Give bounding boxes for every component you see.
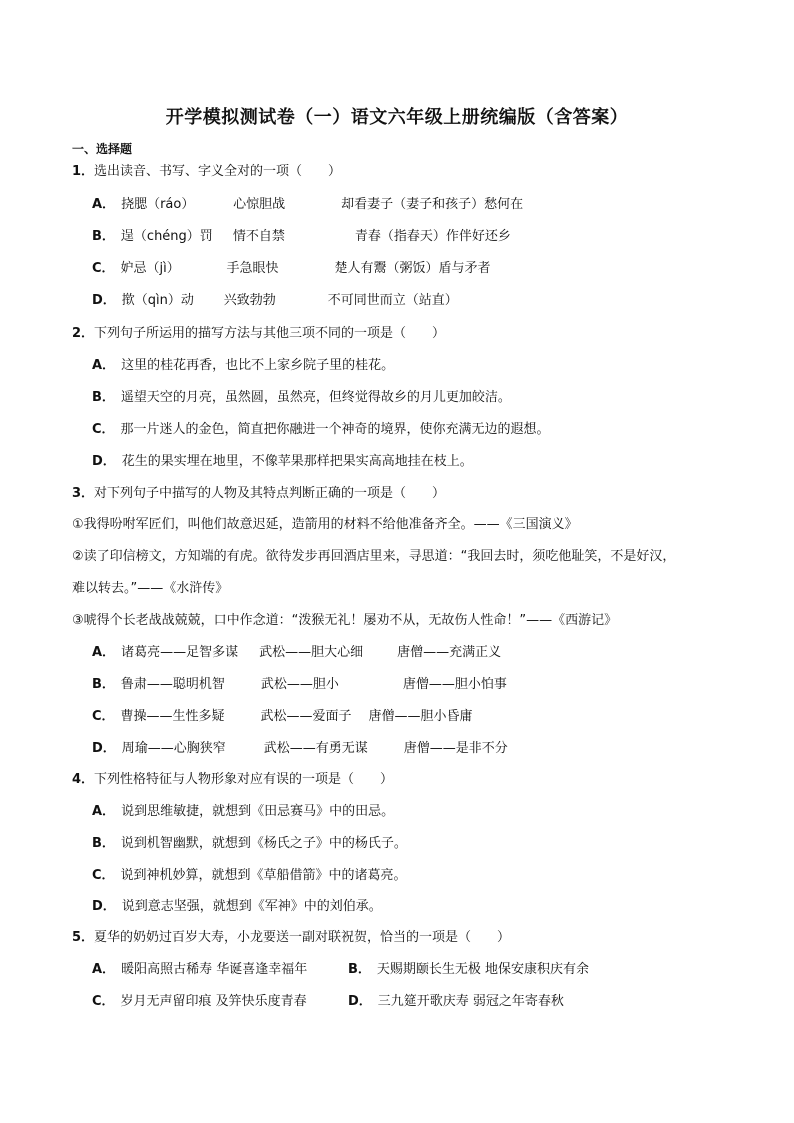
- question-number: 1．: [72, 164, 95, 179]
- option-text: 说到神机妙算，就想到《草船借箭》中的诸葛亮。: [120, 868, 407, 883]
- option-letter: B．: [92, 677, 115, 692]
- option-part: 逞（chéng）罚: [120, 229, 213, 244]
- q2-option-d[interactable]: [92, 453, 473, 471]
- option-letter: A．: [92, 962, 116, 977]
- option-letter: B．: [92, 229, 115, 244]
- question-2: [72, 325, 445, 343]
- q1-option-c[interactable]: [92, 260, 491, 278]
- option-part: 诸葛亮——足智多谋: [121, 645, 239, 660]
- option-letter: C．: [92, 868, 115, 883]
- option-part: 却看妻子（妻子和孩子）愁何在: [341, 197, 524, 212]
- option-part: 武松——爱面子: [260, 709, 352, 724]
- option-text: 说到机智幽默，就想到《杨氏之子》中的杨氏子。: [120, 836, 407, 851]
- option-part: 唐僧——胆小昏庸: [368, 709, 473, 724]
- section-heading: 一、选择题: [72, 142, 133, 156]
- option-text: 花生的果实埋在地里，不像苹果那样把果实高高地挂在枝上。: [121, 454, 473, 469]
- option-part: 心惊胆战: [233, 197, 286, 212]
- q2-option-a[interactable]: [92, 357, 394, 375]
- q4-option-d[interactable]: [92, 898, 382, 916]
- option-letter: C．: [92, 422, 115, 437]
- question-4: [72, 771, 393, 789]
- option-part: 鲁肃——聪明机智: [120, 677, 225, 692]
- q3-option-c[interactable]: [92, 708, 473, 726]
- question-number: 5．: [72, 930, 95, 945]
- option-part: 武松——胆大心细: [259, 645, 364, 660]
- option-text: 说到思维敏捷，就想到《田忌赛马》中的田忌。: [121, 804, 395, 819]
- q3-quote-3: ③唬得个长老战战兢兢，口中作念道：“泼猴无礼！屡劝不从，无故伤人性命！”——《西游记》: [72, 613, 618, 628]
- option-text: 三九筵开歌庆寿 弱冠之年寄春秋: [377, 994, 564, 1009]
- option-part: 揿（qìn）动: [121, 293, 194, 308]
- option-part: 唐僧——胆小怕事: [402, 677, 507, 692]
- option-part: 武松——胆小: [260, 677, 339, 692]
- option-letter: C．: [92, 709, 115, 724]
- q4-option-a[interactable]: [92, 803, 394, 821]
- q2-option-c[interactable]: [92, 421, 550, 439]
- page-title: 开学模拟测试卷（一）语文六年级上册统编版（含答案）: [165, 107, 629, 128]
- option-text: 说到意志坚强，就想到《军神》中的刘伯承。: [121, 899, 382, 914]
- q3-option-d[interactable]: [92, 740, 508, 758]
- option-part: 兴致勃勃: [223, 293, 276, 308]
- q4-option-c[interactable]: [92, 867, 407, 885]
- q5-option-d[interactable]: [348, 993, 564, 1011]
- option-letter: C．: [92, 994, 115, 1009]
- q1-option-d[interactable]: [92, 292, 458, 310]
- question-stem: 下列句子所运用的描写方法与其他三项不同的一项是（ ）: [94, 326, 446, 341]
- option-part: 武松——有勇无谋: [263, 741, 368, 756]
- option-text: 岁月无声留印痕 及笄快乐度青春: [120, 994, 307, 1009]
- option-letter: B．: [92, 836, 115, 851]
- question-3: [72, 485, 445, 503]
- option-part: 唐僧——是非不分: [403, 741, 508, 756]
- option-text: 遥望天空的月亮，虽然圆，虽然亮，但终觉得故乡的月儿更加皎洁。: [120, 390, 511, 405]
- option-letter: B．: [92, 390, 115, 405]
- q5-option-a[interactable]: [92, 961, 307, 979]
- question-number: 2．: [72, 326, 95, 341]
- option-part: 情不自禁: [232, 229, 285, 244]
- option-part: 楚人有鬻（粥饭）盾与矛者: [334, 261, 491, 276]
- option-letter: A．: [92, 358, 116, 373]
- option-text: 天赐期颐长生无极 地保安康积庆有余: [376, 962, 590, 977]
- q1-option-b[interactable]: [92, 228, 511, 246]
- question-stem: 选出读音、书写、字义全对的一项（ ）: [94, 164, 342, 179]
- option-letter: D．: [92, 741, 116, 756]
- q2-option-b[interactable]: [92, 389, 511, 407]
- option-letter: D．: [92, 899, 116, 914]
- q3-quote-2-cont: 难以转去。”——《水浒传》: [72, 581, 229, 596]
- option-part: 唐僧——充满正义: [397, 645, 502, 660]
- question-1: [72, 163, 341, 181]
- question-stem: 对下列句子中描写的人物及其特点判断正确的一项是（ ）: [94, 486, 446, 501]
- option-part: 曹操——生性多疑: [120, 709, 225, 724]
- option-part: 青春（指春天）作伴好还乡: [354, 229, 511, 244]
- option-part: 不可同世而立（站直）: [327, 293, 458, 308]
- option-letter: A．: [92, 645, 116, 660]
- question-5: [72, 929, 510, 947]
- option-text: 这里的桂花再香，也比不上家乡院子里的桂花。: [121, 358, 395, 373]
- question-number: 4．: [72, 772, 95, 787]
- q3-option-a[interactable]: [92, 644, 501, 662]
- option-letter: D．: [348, 994, 372, 1009]
- question-stem: 下列性格特征与人物形象对应有误的一项是（ ）: [94, 772, 394, 787]
- option-letter: C．: [92, 261, 115, 276]
- option-part: 手急眼快: [226, 261, 279, 276]
- option-part: 妒忌（jì）: [120, 261, 180, 276]
- option-letter: D．: [92, 454, 116, 469]
- option-part: 周瑜——心胸狭窄: [121, 741, 226, 756]
- option-text: 那一片迷人的金色，简直把你融进一个神奇的境界，使你充满无边的遐想。: [120, 422, 550, 437]
- question-stem: 夏华的奶奶过百岁大寿，小龙要送一副对联祝贺，恰当的一项是（ ）: [94, 930, 511, 945]
- option-part: 挠腮（ráo）: [121, 197, 195, 212]
- q5-option-b[interactable]: [348, 961, 589, 979]
- option-text: 暖阳高照古稀寿 华诞喜逢幸福年: [121, 962, 308, 977]
- q1-option-a[interactable]: [92, 196, 523, 214]
- q4-option-b[interactable]: [92, 835, 407, 853]
- q3-option-b[interactable]: [92, 676, 507, 694]
- option-letter: A．: [92, 197, 116, 212]
- q3-quote-2: ②读了印信榜文，方知端的有虎。欲待发步再回酒店里来，寻思道：“我回去时，须吃他耻笑，不是好汉，: [72, 549, 676, 564]
- q3-quote-1: ①我得吩咐军匠们，叫他们故意迟延，造箭用的材料不给他准备齐全。——《三国演义》: [72, 517, 578, 532]
- q5-option-c[interactable]: [92, 993, 307, 1011]
- question-number: 3．: [72, 486, 95, 501]
- option-letter: B．: [348, 962, 371, 977]
- option-letter: A．: [92, 804, 116, 819]
- option-letter: D．: [92, 293, 116, 308]
